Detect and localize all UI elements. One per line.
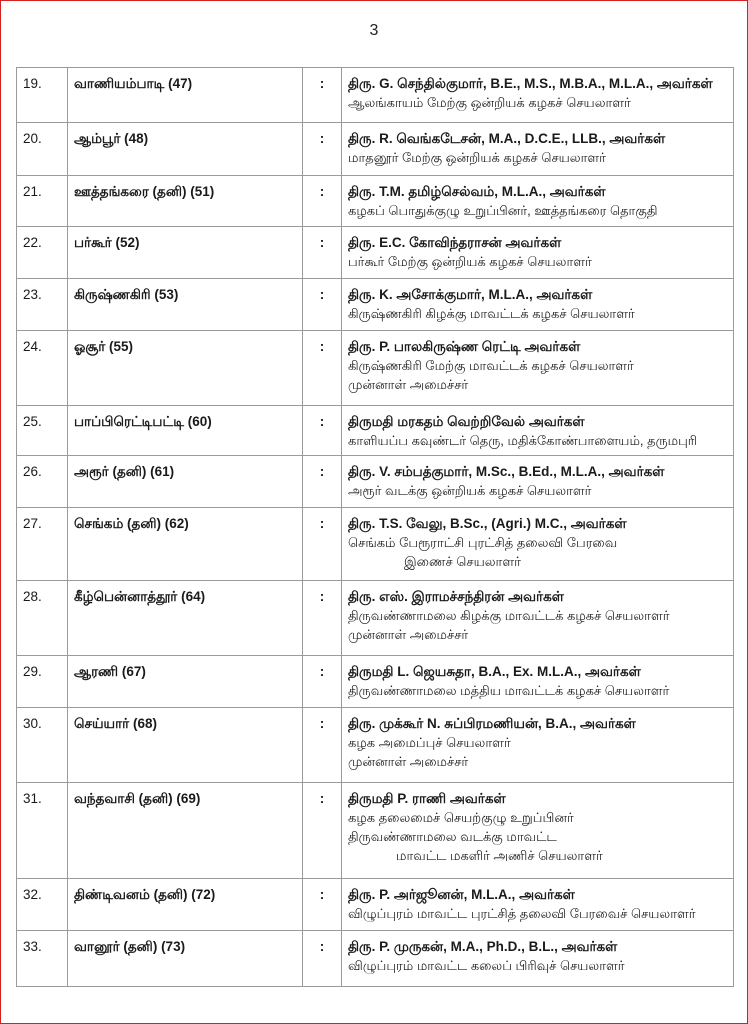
candidate-name: திருமதி மரகதம் வெற்றிவேல் அவர்கள் — [348, 414, 585, 429]
designation-line: ஆலங்காயம் மேற்கு ஒன்றியக் கழகச் செயலாளர் — [348, 95, 631, 110]
table-row — [17, 176, 734, 227]
constituency: செங்கம் (தனி) (62) — [68, 508, 303, 581]
candidate-details — [342, 508, 734, 581]
table-row — [17, 227, 734, 279]
constituency: கீழ்பென்னாத்தூர் (64) — [68, 581, 303, 656]
designation-line-indented: மாவட்ட மகளிர் அணிச் செயலாளர் — [396, 848, 603, 863]
constituency: செய்யார் (68) — [68, 708, 303, 783]
constituency: அரூர் (தனி) (61) — [68, 456, 303, 508]
designation-line: விழுப்புரம் மாவட்ட கலைப் பிரிவுச் செயலாளர் — [348, 958, 625, 973]
table-row — [17, 123, 734, 176]
designation-line: கிருஷ்ணகிரி மேற்கு மாவட்டக் கழகச் செயலாளர் — [348, 358, 634, 373]
separator-colon: : — [303, 227, 342, 279]
separator-colon: : — [303, 279, 342, 331]
constituency: பாப்பிரெட்டிபட்டி (60) — [68, 406, 303, 456]
row-number: 32. — [17, 879, 68, 931]
designation-line: மாதனூர் மேற்கு ஒன்றியக் கழகச் செயலாளர் — [348, 150, 606, 165]
candidate-name: திரு. T.S. வேலு, B.Sc., (Agri.) M.C., அவர்கள் — [348, 516, 627, 531]
designation-line: விழுப்புரம் மாவட்ட புரட்சித் தலைவி பேரவைச் செயலாளர் — [348, 906, 696, 921]
constituency: பர்கூர் (52) — [68, 227, 303, 279]
designation-line: முன்னாள் அமைச்சர் — [348, 754, 469, 769]
row-number: 27. — [17, 508, 68, 581]
constituency: ஆம்பூர் (48) — [68, 123, 303, 176]
candidate-name: திரு. P. அர்ஜூனன், M.L.A., அவர்கள் — [348, 887, 575, 902]
candidate-table — [16, 67, 734, 987]
table-row — [17, 879, 734, 931]
candidate-details — [342, 708, 734, 783]
separator-colon: : — [303, 581, 342, 656]
candidate-name: திரு. P. முருகன், M.A., Ph.D., B.L., அவர்கள் — [348, 939, 618, 954]
candidate-details — [342, 123, 734, 176]
constituency: வாணியம்பாடி (47) — [68, 68, 303, 123]
table-row — [17, 331, 734, 406]
candidate-name: திரு. R. வெங்கடேசன், M.A., D.C.E., LLB., அவர்கள் — [348, 131, 666, 146]
table-row — [17, 406, 734, 456]
separator-colon: : — [303, 123, 342, 176]
separator-colon: : — [303, 783, 342, 879]
table-row — [17, 456, 734, 508]
designation-line: திருவண்ணாமலை மத்திய மாவட்டக் கழகச் செயலாளர் — [348, 683, 670, 698]
designation-line: கிருஷ்ணகிரி கிழக்கு மாவட்டக் கழகச் செயலாளர் — [348, 306, 635, 321]
separator-colon: : — [303, 656, 342, 708]
table-row — [17, 656, 734, 708]
candidate-details — [342, 656, 734, 708]
table-row — [17, 708, 734, 783]
table-row — [17, 581, 734, 656]
candidate-details — [342, 456, 734, 508]
candidate-name: திரு. T.M. தமிழ்செல்வம், M.L.A., அவர்கள் — [348, 184, 606, 199]
candidate-details — [342, 227, 734, 279]
row-number: 22. — [17, 227, 68, 279]
candidate-name: திரு. V. சம்பத்குமார், M.Sc., B.Ed., M.L.A., அவர்கள் — [348, 464, 665, 479]
designation-line: காளியப்ப கவுண்டர் தெரு, மதிக்கோண்பாளையம், தருமபுரி — [348, 433, 698, 448]
constituency: ஊத்தங்கரை (தனி) (51) — [68, 176, 303, 227]
row-number: 30. — [17, 708, 68, 783]
separator-colon: : — [303, 68, 342, 123]
designation-line-indented: இணைச் செயலாளர் — [404, 554, 521, 569]
designation-line: திருவண்ணாமலை வடக்கு மாவட்ட — [348, 829, 557, 844]
table-row — [17, 783, 734, 879]
designation-line: முன்னாள் அமைச்சர் — [348, 627, 469, 642]
candidate-name: திரு. எஸ். இராமச்சந்திரன் அவர்கள் — [348, 589, 564, 604]
candidate-details — [342, 581, 734, 656]
designation-line: திருவண்ணாமலை கிழக்கு மாவட்டக் கழகச் செயலாளர் — [348, 608, 670, 623]
designation-line: கழக தலைமைச் செயற்குழு உறுப்பினர் — [348, 810, 574, 825]
separator-colon: : — [303, 931, 342, 987]
designation-line: கழகப் பொதுக்குழு உறுப்பினர், ஊத்தங்கரை தொகுதி — [348, 203, 658, 218]
row-number: 20. — [17, 123, 68, 176]
candidate-details — [342, 279, 734, 331]
table-row — [17, 279, 734, 331]
candidate-name: திரு. முக்கூர் N. சுப்பிரமணியன், B.A., அவர்கள் — [348, 716, 636, 731]
candidate-details — [342, 406, 734, 456]
constituency: வானூர் (தனி) (73) — [68, 931, 303, 987]
constituency: ஓசூர் (55) — [68, 331, 303, 406]
constituency: ஆரணி (67) — [68, 656, 303, 708]
separator-colon: : — [303, 508, 342, 581]
candidate-name: திருமதி P. ராணி அவர்கள் — [348, 791, 506, 806]
page-number: 3 — [369, 22, 379, 39]
candidate-details — [342, 879, 734, 931]
designation-line: அரூர் வடக்கு ஒன்றியக் கழகச் செயலாளர் — [348, 483, 592, 498]
candidate-details — [342, 931, 734, 987]
separator-colon: : — [303, 176, 342, 227]
separator-colon: : — [303, 331, 342, 406]
candidate-name: திரு. E.C. கோவிந்தராசன் அவர்கள் — [348, 235, 562, 250]
row-number: 21. — [17, 176, 68, 227]
designation-line: முன்னாள் அமைச்சர் — [348, 377, 469, 392]
candidate-details — [342, 331, 734, 406]
candidate-name: திருமதி L. ஜெயசுதா, B.A., Ex. M.L.A., அவர்கள் — [348, 664, 641, 679]
designation-line: கழக அமைப்புச் செயலாளர் — [348, 735, 511, 750]
row-number: 33. — [17, 931, 68, 987]
table-row — [17, 68, 734, 123]
candidate-details — [342, 783, 734, 879]
candidate-details — [342, 176, 734, 227]
constituency: திண்டிவனம் (தனி) (72) — [68, 879, 303, 931]
candidate-details — [342, 68, 734, 123]
constituency: கிருஷ்ணகிரி (53) — [68, 279, 303, 331]
row-number: 26. — [17, 456, 68, 508]
table-row — [17, 508, 734, 581]
designation-line: பர்கூர் மேற்கு ஒன்றியக் கழகச் செயலாளர் — [348, 254, 592, 269]
constituency: வந்தவாசி (தனி) (69) — [68, 783, 303, 879]
candidate-name: திரு. K. அசோக்குமார், M.L.A., அவர்கள் — [348, 287, 593, 302]
separator-colon: : — [303, 708, 342, 783]
candidate-name: திரு. P. பாலகிருஷ்ண ரெட்டி அவர்கள் — [348, 339, 581, 354]
row-number: 28. — [17, 581, 68, 656]
candidate-name: திரு. G. செந்தில்குமார், B.E., M.S., M.B.A., M.L.A., அவர்கள் — [348, 76, 713, 91]
designation-line: செங்கம் பேரூராட்சி புரட்சித் தலைவி பேரவை — [348, 535, 618, 550]
row-number: 23. — [17, 279, 68, 331]
table-row — [17, 931, 734, 987]
row-number: 19. — [17, 68, 68, 123]
row-number: 31. — [17, 783, 68, 879]
separator-colon: : — [303, 879, 342, 931]
row-number: 24. — [17, 331, 68, 406]
separator-colon: : — [303, 456, 342, 508]
row-number: 29. — [17, 656, 68, 708]
row-number: 25. — [17, 406, 68, 456]
separator-colon: : — [303, 406, 342, 456]
